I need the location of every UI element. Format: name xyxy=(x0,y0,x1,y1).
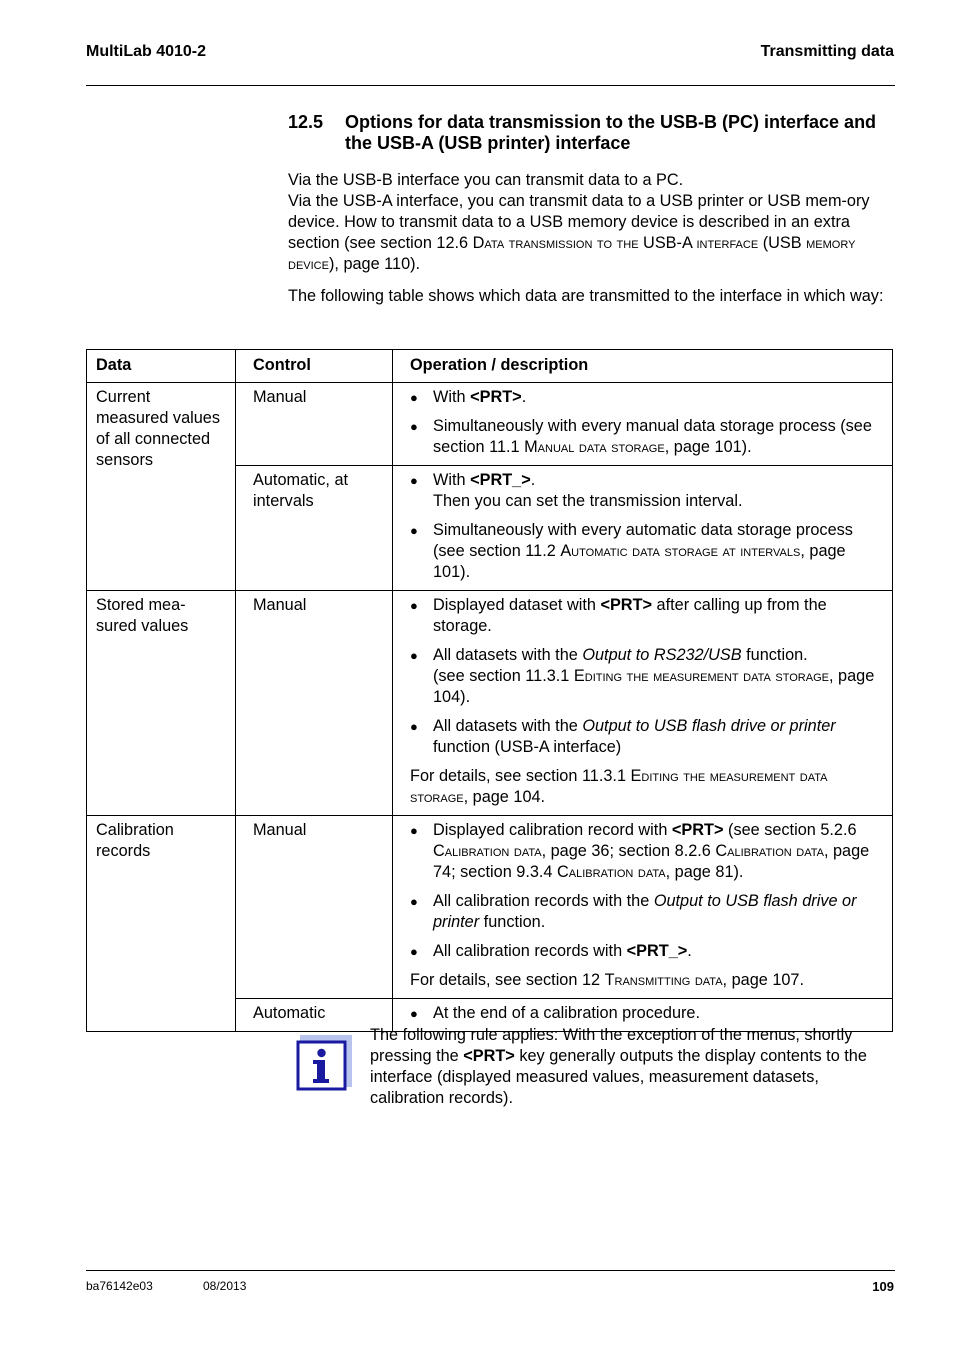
list-item: ● With <PRT>. xyxy=(410,388,527,406)
header-rule xyxy=(86,85,895,86)
intro-line-2: Via the USB-A interface, you can transmit data to a USB printer or USB mem-ory device. How to transmit data to a USB memory device is described in an extra section (see section 12.6 Data transmission to the USB-A interface (USB memory device), page 110). xyxy=(288,192,870,273)
header-operation: Operation / description xyxy=(393,350,893,383)
table-row xyxy=(87,816,893,999)
footer-date: 08/2013 xyxy=(203,1279,247,1293)
cell-control: Automatic, at intervals xyxy=(236,466,393,591)
header-chapter: Transmitting data xyxy=(760,43,894,60)
info-icon xyxy=(296,1035,352,1091)
page-number: 109 xyxy=(872,1279,894,1294)
list-item: ● With <PRT_>. Then you can set the transmission interval. xyxy=(410,471,743,510)
cell-data: Calibration records xyxy=(87,816,236,1032)
info-note: The following rule applies: With the exception of the menus, shortly pressing the <PRT> key generally outputs the display contents to the interface (displayed measured values, measurement datasets, calibration records). xyxy=(370,1026,867,1107)
table-row xyxy=(87,591,893,816)
list-item: ● All datasets with the Output to RS232/USB function. (see section 11.3.1 Editing the measurement data storage, page 104). xyxy=(410,646,875,706)
transmission-table xyxy=(86,349,893,1032)
cell-data: Current measured values of all connected sensors xyxy=(87,383,236,591)
cell-operation xyxy=(393,816,893,999)
cell-control: Manual xyxy=(236,591,393,816)
cell-control: Automatic xyxy=(236,999,393,1032)
list-item: ● Displayed calibration record with <PRT> (see section 5.2.6 Calibration data, page 36; section 8.2.6 Calibration data, page 74; section 9.3.4 Calibration data, page 81). xyxy=(410,821,870,881)
header-product: MultiLab 4010-2 xyxy=(86,43,207,60)
intro-paragraph xyxy=(288,170,898,275)
cell-control: Manual xyxy=(236,816,393,999)
cell-operation xyxy=(393,591,893,816)
bullet-icon: ● xyxy=(410,1006,418,1021)
bullet-icon: ● xyxy=(410,598,418,613)
table-header-row xyxy=(87,350,893,383)
list-item: ● Displayed dataset with <PRT> after calling up from the storage. xyxy=(410,596,827,635)
header-data: Data xyxy=(87,350,236,383)
section-number: 12.5 xyxy=(288,112,324,132)
bullet-icon: ● xyxy=(410,473,418,488)
table-row xyxy=(87,383,893,466)
details-note: For details, see section 11.3.1 Editing the measurement data storage, page 104. xyxy=(410,767,828,806)
bullet-icon: ● xyxy=(410,894,418,909)
cell-control: Manual xyxy=(236,383,393,466)
bullet-icon: ● xyxy=(410,823,418,838)
list-item: ● All datasets with the Output to USB flash drive or printer function (USB-A interface) xyxy=(410,717,836,756)
crossref: Data transmission to the USB-A interface (USB memory device) xyxy=(288,234,856,273)
list-item: ● All calibration records with the Output to USB flash drive or printer function. xyxy=(410,892,857,931)
list-item: ● At the end of a calibration procedure. xyxy=(410,1004,701,1022)
bullet-icon: ● xyxy=(410,648,418,663)
bullet-icon: ● xyxy=(410,419,418,434)
footer-rule xyxy=(86,1270,895,1271)
header-control: Control xyxy=(236,350,393,383)
bullet-icon: ● xyxy=(410,944,418,959)
details-note: For details, see section 12 Transmitting data, page 107. xyxy=(410,971,805,989)
footer-doc-number: ba76142e03 xyxy=(86,1279,153,1293)
bullet-icon: ● xyxy=(410,523,418,538)
bullet-icon: ● xyxy=(410,719,418,734)
list-item: ● All calibration records with <PRT_>. xyxy=(410,942,692,960)
section-title: Options for data transmission to the USB-B (PC) interface and the USB-A (USB printer) interface xyxy=(345,112,877,153)
intro-line-1: Via the USB-B interface you can transmit data to a PC. xyxy=(288,171,684,189)
cell-operation xyxy=(393,383,893,466)
cell-operation xyxy=(393,466,893,591)
list-item: ● Simultaneously with every manual data storage process (see section 11.1 Manual data storage, page 101). xyxy=(410,417,872,456)
intro-paragraph-2: The following table shows which data are transmitted to the interface in which way: xyxy=(288,287,884,305)
cell-data: Stored mea-sured values xyxy=(87,591,236,816)
bullet-icon: ● xyxy=(410,390,418,405)
list-item: ● Simultaneously with every automatic data storage process (see section 11.2 Automatic data storage at intervals, page 101). xyxy=(410,521,853,581)
